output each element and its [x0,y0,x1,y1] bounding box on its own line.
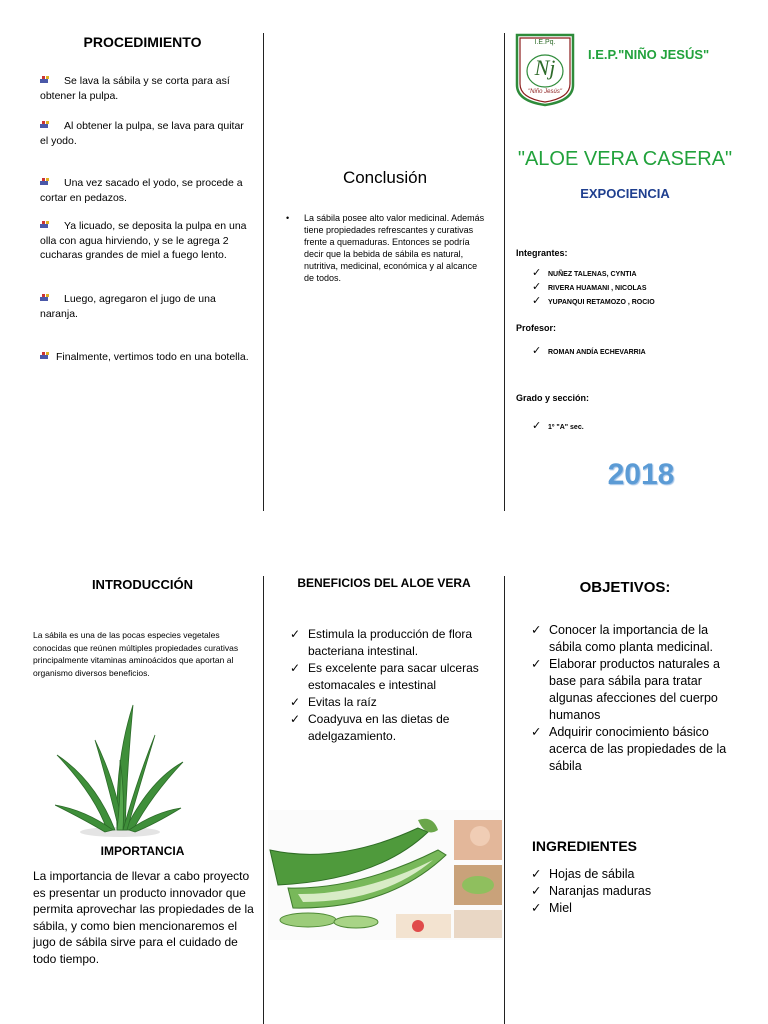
aloe-plant-image [55,700,185,840]
logo-bottom-text: "Niño Jesús" [528,89,562,95]
objetivo-item: ✓ Conocer la importancia de la sábila como planta medicinal. [531,622,743,656]
objetivos-list [531,622,743,775]
logo-top-text: I.E.Pq. [534,39,556,46]
beneficio-item: ✓ Evitas la raíz [290,694,485,711]
grado-label: Grado y sección: [516,393,590,403]
procedimiento-step: Al obtener la pulpa, se lava para quitar el yodo. [40,120,244,147]
aloe-products-image [268,810,503,940]
introduccion-title: INTRODUCCIÓN [91,577,194,592]
bullet-icon [40,121,50,130]
divider-bottom-left [263,576,264,1024]
aloe-leaf-icon [268,810,503,940]
beneficio-item: ✓ Coadyuva en las dietas de adelgazamiento. [290,711,485,745]
objetivos-title: OBJETIVOS: [579,579,671,596]
procedimiento-step: Una vez sacado el yodo, se procede a cortar en pedazos. [40,177,243,204]
integrante-item: ✓ RIVERA HUAMANI , NICOLAS [532,281,647,293]
beneficio-item: ✓ Es excelente para sacar ulceras estomacales e intestinal [290,660,485,694]
bullet-icon [40,221,50,230]
grado-value: ✓ 1º "A" sec. [532,420,584,432]
logo-monogram: Nj [534,55,556,80]
conclusion-title: Conclusión [342,168,428,187]
introduccion-text: La sábila es una de las pocas especies vegetales conocidas que reúnen múltiples propiedades curativas principalmente vitaminas aminoácidos que aportan al organismo diversos beneficios. [33,630,239,678]
procedimiento-step: Ya licuado, se deposita la pulpa en una olla con agua hirviendo, y se le agrega 2 cucharas grandes de miel a fuego lento. [40,220,247,261]
ingredientes-list [531,866,743,917]
project-title: "ALOE VERA CASERA" [517,148,733,170]
objetivo-item: ✓ Adquirir conocimiento básico acerca de las propiedades de la sábila [531,724,743,775]
objetivo-item: ✓ Elaborar productos naturales a base para sábila para tratar algunas afecciones del cuerpo humanos [531,656,743,724]
bullet-icon [40,178,50,187]
conclusion-text: • La sábila posee alto valor medicinal. Además tiene propiedades refrescantes y curativas frente a quemaduras. Entonces se podría decir que la bebida de sábila es natural, nutritiva, medicinal, económica y al alcance de todos. [286,213,485,283]
beneficios-list [290,626,485,745]
beneficio-item: ✓ Estimula la producción de flora bacteriana intestinal. [290,626,485,660]
beneficios-title: BENEFICIOS DEL ALOE VERA [297,576,471,590]
divider-top-right [504,33,505,511]
aloe-plant-icon [55,700,185,840]
integrantes-label: Integrantes: [516,248,568,258]
school-logo [515,33,575,107]
ingrediente-item: ✓ Miel [531,900,743,917]
profesor-label: Profesor: [516,323,557,333]
procedimiento-step: Finalmente, vertimos todo en una botella. [40,350,252,365]
ingrediente-item: ✓ Naranjas maduras [531,883,743,900]
ingredientes-title: INGREDIENTES [532,838,638,854]
importancia-text: La importancia de llevar a cabo proyecto es presentar un producto innovador que permita aprovechar las propiedades de la sábila, y como bien mencionaremos el jugo de sábila sirve para el cuidado de todo tiempo. [33,869,254,966]
bullet-icon [40,76,50,85]
integrantes-list [532,267,655,309]
procedimiento-step: Se lava la sábila y se corta para así obtener la pulpa. [40,75,230,102]
divider-bottom-right [504,576,505,1024]
school-name: I.E.P."NIÑO JESÚS" [588,47,710,62]
importancia-title: IMPORTANCIA [100,844,185,858]
ingrediente-item: ✓ Hojas de sábila [531,866,743,883]
divider-top-left [263,33,264,511]
procedimiento-title: PROCEDIMIENTO [83,34,202,50]
project-subtitle: EXPOCIENCIA [580,186,670,201]
profesor-name: ✓ ROMAN ANDÍA ECHEVARRIA [532,345,646,357]
year-label: 2018 [607,458,675,491]
procedimiento-step: Luego, agregaron el jugo de una naranja. [40,293,216,320]
bullet-icon [40,352,50,361]
integrante-item: ✓ YUPANQUI RETAMOZO , ROCIO [532,295,655,307]
integrante-item: ✓ NUÑEZ TALENAS, CYNTIA [532,267,637,279]
bullet-icon [40,294,50,303]
